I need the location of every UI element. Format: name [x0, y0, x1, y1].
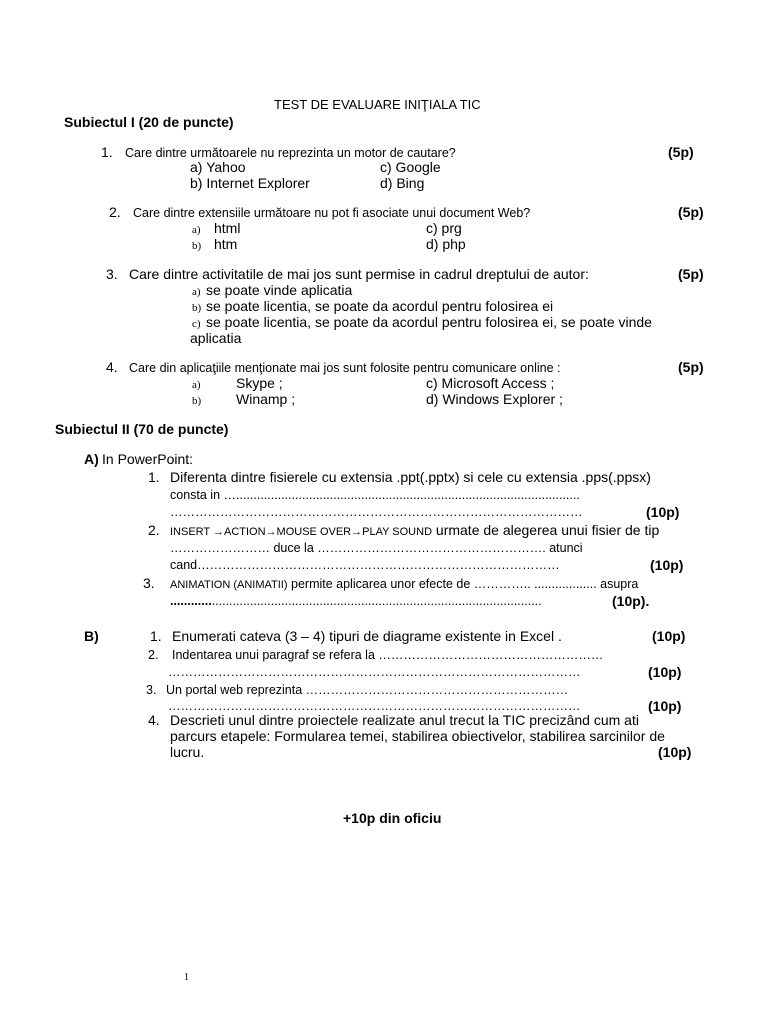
part-a-label: A) [84, 451, 99, 467]
a1-line1: Diferenta dintre fisierele cu extensia .ppt(.pptx) si cele cu extensia .pps(.ppsx) [170, 469, 651, 485]
q2-option-c: c) prg [426, 220, 462, 236]
part-b-label: B) [84, 628, 99, 644]
a1-number: 1. [148, 469, 160, 485]
a3-line1 [170, 575, 638, 593]
q3-text: Care dintre activitatile de mai jos sunt permise in cadrul dreptului de autor: [129, 266, 589, 282]
b2-line2: ……………………………………………………………………………………… [168, 665, 581, 679]
q2-points: (5p) [678, 204, 704, 220]
q4-text: Care din aplicaţiile menţionate mai jos sunt folosite pentru comunicare online : [129, 361, 561, 375]
b1-text: Enumerati cateva (3 – 4) tipuri de diagrame existente in Excel . [172, 628, 562, 644]
q1-points: (5p) [668, 144, 694, 160]
a3-line2 [170, 593, 542, 609]
q1-option-c: c) Google [380, 159, 441, 175]
b3-points: (10p) [648, 698, 682, 714]
q2-option-b: htm [214, 236, 238, 252]
q3-option-b: se poate licentia, se poate da acordul pentru folosirea ei [206, 298, 554, 314]
q4-option-d: d) Windows Explorer ; [426, 391, 563, 407]
a2-line3: cand…………………………………………………………………………… [170, 558, 560, 572]
q4-label-a: a) [192, 379, 201, 391]
q2-option-d: d) php [426, 236, 466, 252]
b2-text: Indentarea unui paragraf se refera la ……………………………………………… [172, 648, 604, 662]
q4-number: 4. [106, 359, 118, 375]
page-title: TEST DE EVALUARE INIŢIALA TIC [274, 97, 481, 112]
a1-line3: ……………………………………………………………………………………… [170, 505, 583, 519]
q1-text: Care dintre următoarele nu reprezinta un motor de cautare? [125, 146, 456, 160]
q2-text: Care dintre extensiile următoare nu pot fi asociate unui document Web? [133, 206, 531, 220]
q3-label-b: b) [192, 302, 202, 314]
a2-line1 [170, 522, 659, 540]
b3-line2: ……………………………………………………………………………………… [168, 699, 581, 713]
q2-number: 2. [109, 204, 121, 220]
a3-points: (10p). [612, 593, 650, 609]
b4-points: (10p) [658, 744, 692, 760]
q3-label-a: a) [192, 286, 201, 298]
b4-line2: parcurs etapele: Formularea temei, stabilirea obiectivelor, stabilirea sarcinilor de [170, 728, 665, 744]
b2-points: (10p) [648, 664, 682, 680]
q2-label-a: a) [192, 224, 201, 236]
q1-option-d: d) Bing [380, 175, 425, 191]
section-1-heading: Subiectul I (20 de puncte) [64, 114, 234, 130]
q3-option-c: se poate licentia, se poate da acordul pentru folosirea ei, se poate vinde [206, 314, 652, 330]
a1-line2: consta in …................................................................................................... [170, 488, 580, 502]
section-2-heading: Subiectul II (70 de puncte) [55, 421, 229, 437]
q4-label-b: b) [192, 395, 202, 407]
a2-line1-rest: urmate de alegerea unui fisier de tip [432, 522, 660, 538]
bonus-points: +10p din oficiu [343, 810, 442, 826]
a1-points: (10p) [646, 504, 680, 520]
b4-number: 4. [148, 712, 160, 728]
a3-line1-rest: permite aplicarea unor efecte de ………….. .................. asupra [287, 577, 639, 591]
q2-label-b: b) [192, 240, 202, 252]
part-a-intro: In PowerPoint: [102, 451, 194, 467]
b2-number: 2. [148, 648, 159, 662]
q4-option-a: Skype ; [236, 375, 283, 391]
q3-number: 3. [106, 266, 118, 282]
q4-option-b: Winamp ; [236, 391, 296, 407]
q3-points: (5p) [678, 266, 704, 282]
q1-option-b: b) Internet Explorer [190, 175, 310, 191]
b3-number: 3. [146, 683, 157, 697]
a3-line2-dots: ............ [170, 594, 212, 608]
a2-command: INSERT →ACTION→MOUSE OVER→PLAY SOUND [170, 526, 433, 538]
a3-number: 3. [143, 575, 155, 591]
page-number: 1 [184, 972, 189, 983]
b1-number: 1. [150, 628, 162, 644]
q3-label-c: c) [192, 318, 201, 330]
q4-points: (5p) [678, 359, 704, 375]
a3-line2-rest: ............................................................................................... [211, 594, 542, 608]
a2-line2: …………………… duce la ………………………………………………. atunci [170, 541, 583, 555]
b1-points: (10p) [652, 628, 686, 644]
q1-number: 1. [101, 144, 113, 160]
q4-option-c: c) Microsoft Access ; [426, 375, 555, 391]
a2-points: (10p) [650, 557, 684, 573]
b3-text: Un portal web reprezinta ……………………………………………………… [166, 683, 569, 697]
q2-option-a: html [214, 220, 241, 236]
a3-command: ANIMATION (ANIMATII) [170, 579, 288, 591]
q3-option-a: se poate vinde aplicatia [206, 282, 353, 298]
q3-option-c-cont: aplicatia [190, 330, 242, 346]
a2-number: 2. [148, 522, 160, 538]
q1-option-a: a) Yahoo [190, 159, 246, 175]
b4-line1: Descrieti unul dintre proiectele realizate anul trecut la TIC precizând cum ati [170, 712, 639, 728]
b4-line3: lucru. [170, 744, 205, 760]
